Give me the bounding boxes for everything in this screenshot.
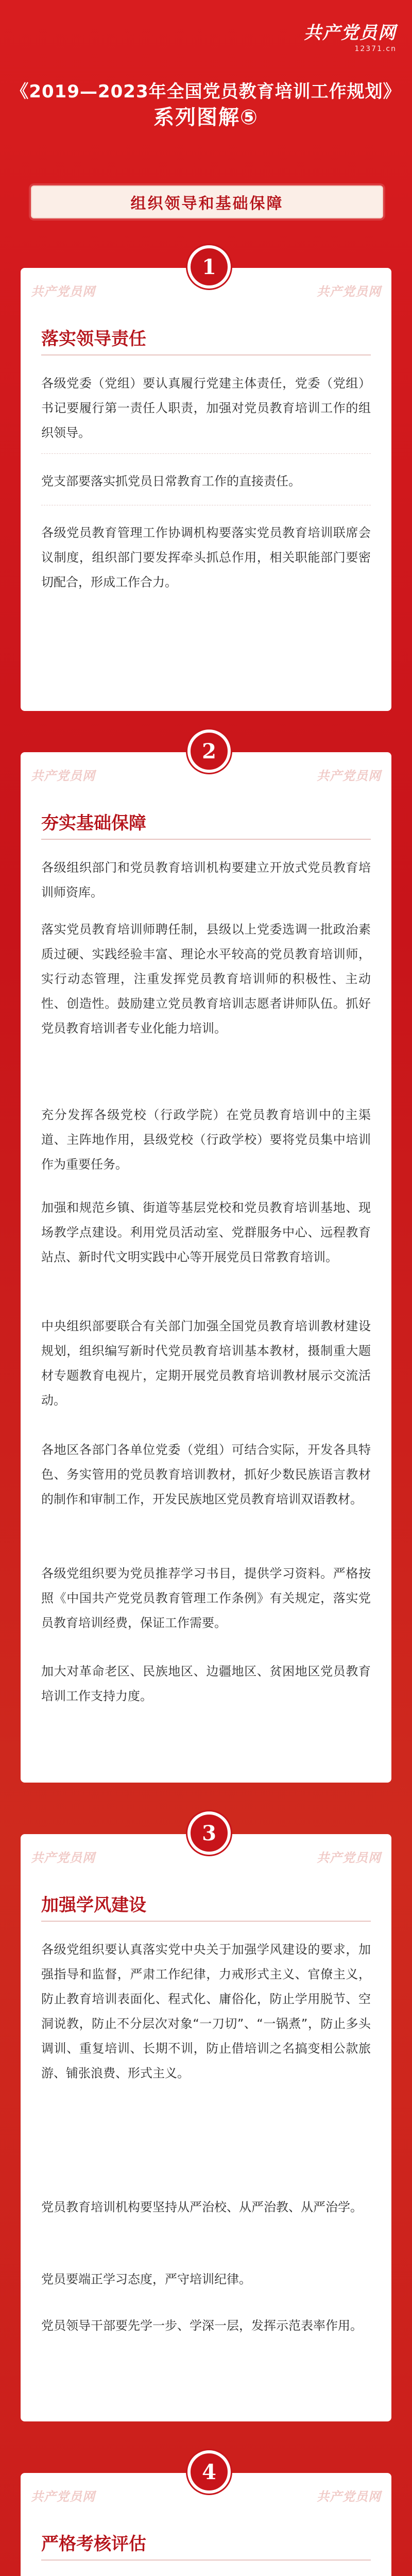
section-paragraph: 党员要端正学习态度，严守培训纪律。 <box>41 2272 251 2286</box>
section-banner: 组织领导和基础保障 <box>31 185 383 218</box>
section-rule <box>41 1921 371 1922</box>
watermark: 共产党员网 <box>317 2489 381 2504</box>
section-paragraph: 各级党组织要认真落实党中央关于加强学风建设的要求，加强指导和监督，严肃工作纪律，力戒形式主义、官僚主义，防止教育培训表面化、程式化、庸俗化，防止学用脱节、空洞说教，防止不分层次对象“一刀切”、“一锅煮”，防止多头调训、重复培训、长期不训，防止借培训之名搞变相公款旅游、铺张浪费、形式主义。 <box>41 1942 371 2080</box>
section-rule <box>41 354 371 355</box>
section-panel-4 <box>21 2460 391 2576</box>
section-heading: 夯实基础保障 <box>41 813 146 834</box>
section-number-badge: 3 <box>187 1811 231 1855</box>
section-paragraph: 中央组织部要联合有关部门加强全国党员教育培训教材建设规划，组织编写新时代党员教育培训基本教材，摄制重大题材专题教育电视片，定期开展党员教育培训教材展示交流活动。 <box>41 1319 371 1408</box>
section-paragraph: 各级党委（党组）要认真履行党建主体责任，党委（党组）书记要履行第一责任人职责，加强对党员教育培训工作的组织领导。 <box>41 376 371 440</box>
logo-text: 共产党员网 <box>304 23 397 43</box>
section-paragraph: 党员教育培训机构要坚持从严治校、从严治教、从严治学。 <box>41 2200 363 2214</box>
logo-url: 12371.cn <box>354 45 397 53</box>
section-panel-2 <box>21 739 391 1783</box>
section-panel-3 <box>21 1821 391 2421</box>
watermark: 共产党员网 <box>31 284 95 299</box>
section-heading: 严格考核评估 <box>41 2534 146 2554</box>
site-logo[interactable] <box>294 19 397 53</box>
section-heading: 加强学风建设 <box>41 1895 146 1916</box>
section-rule <box>41 2560 371 2561</box>
section-paragraph: 各级组织部门和党员教育培训机构要建立开放式党员教育培训师资库。 <box>41 860 371 900</box>
section-panel-1 <box>21 255 391 711</box>
page-subtitle: 系列图解⑤ <box>153 106 259 129</box>
section-paragraph: 加强和规范乡镇、街道等基层党校和党员教育培训基地、现场教学点建设。利用党员活动室、党群服务中心、远程教育站点、新时代文明实践中心等开展党员日常教育培训。 <box>41 1200 371 1264</box>
section-paragraph: 落实党员教育培训师聘任制，县级以上党委选调一批政治素质过硬、实践经验丰富、理论水平较高的党员教育培训师，实行动态管理，注重发挥党员教育培训师的积极性、主动性、创造性。鼓励建立党员教育培训志愿者讲师队伍。抓好党员教育培训者专业化能力培训。 <box>41 922 371 1036</box>
watermark: 共产党员网 <box>317 1850 381 1865</box>
paragraph-divider <box>41 453 371 454</box>
watermark: 共产党员网 <box>31 1850 95 1865</box>
section-number-badge: 4 <box>187 2450 231 2494</box>
page-title: 《2019—2023年全国党员教育培训工作规划》 <box>11 81 401 102</box>
section-paragraph: 党支部要落实抓党员日常教育工作的直接责任。 <box>41 474 301 488</box>
section-paragraph: 充分发挥各级党校（行政学院）在党员教育培训中的主渠道、主阵地作用，县级党校（行政学校）要将党员集中培训作为重要任务。 <box>41 1108 371 1172</box>
watermark: 共产党员网 <box>317 768 381 783</box>
section-paragraph: 各级党组织要为党员推荐学习书目，提供学习资料。严格按照《中国共产党党员教育管理工作条例》有关规定，落实党员教育培训经费，保证工作需要。 <box>41 1566 371 1630</box>
section-number-badge: 1 <box>187 245 231 289</box>
watermark: 共产党员网 <box>317 284 381 299</box>
header <box>0 0 412 170</box>
watermark: 共产党员网 <box>31 768 95 783</box>
section-number-badge: 2 <box>187 730 231 773</box>
paragraph-divider <box>41 505 371 506</box>
watermark: 共产党员网 <box>31 2489 95 2504</box>
section-heading: 落实领导责任 <box>41 329 146 349</box>
section-paragraph: 加大对革命老区、民族地区、边疆地区、贫困地区党员教育培训工作支持力度。 <box>41 1664 371 1703</box>
section-paragraph: 各级党员教育管理工作协调机构要落实党员教育培训联席会议制度，组织部门要发挥牵头抓总作用，相关职能部门要密切配合，形成工作合力。 <box>41 526 371 589</box>
section-rule <box>41 839 371 840</box>
section-paragraph: 党员领导干部要先学一步、学深一层，发挥示范表率作用。 <box>41 2318 363 2333</box>
section-paragraph: 各地区各部门各单位党委（党组）可结合实际，开发各具特色、务实管用的党员教育培训教材，抓好少数民族语言教材的制作和审制工作，开发民族地区党员教育培训双语教材。 <box>41 1443 371 1506</box>
